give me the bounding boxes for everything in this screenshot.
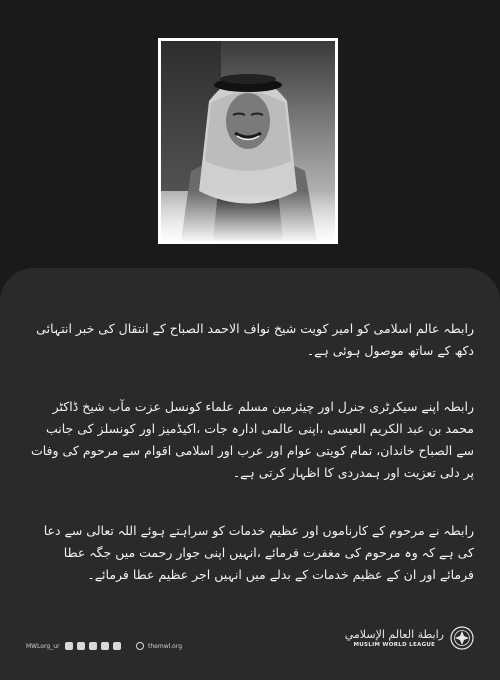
emblem-icon <box>450 626 474 650</box>
organization-logo <box>345 626 474 650</box>
paragraph-prayer: رابطہ نے مرحوم کے کارناموں اور عظیم خدمات کو سراہتے ہوئے اللہ تعالی سے دعا کی ہے کہ وہ مرحوم کی مغفرت فرمائے ،انہیں اپنی جوار رحمت میں جگہ عطا فرمائے اور ان کے عظیم خدمات کے بدلے میں انہیں اجر عظیم عطا فرمائے۔ <box>43 523 474 582</box>
portrait-photo-frame <box>158 38 338 244</box>
globe-icon <box>136 642 144 650</box>
instagram-icon[interactable] <box>77 642 85 650</box>
logo-arabic-text: رابطة العالم الإسلامي <box>344 628 444 641</box>
paragraph-condolences: رابطہ اپنے سیکرٹری جنرل اور چیئرمین مسلم علماء کونسل عزت مآب شیخ ڈاکٹر محمد بن عبد الکریم العیسی ،اپنی عالمی ادارہ جات ،اکیڈمیز اور کونسلز کی جانب سے الصباح خاندان، تمام کویتی عوام اور عرب اور اسلامی اقوام سے مرحوم کی وفات پر دلی تعزیت اور ہمدردی کا اظہار کرتی ہے۔ <box>30 399 474 480</box>
portrait-photo <box>161 41 335 241</box>
website-text: themwl.org <box>148 642 183 650</box>
x-icon[interactable] <box>65 642 73 650</box>
paragraph-announcement: رابطہ عالم اسلامی کو امیر کویت شیخ نواف الاحمد الصباح کے انتقال کی خبر انتہائی دکھ کے ساتھ موصول ہوئی ہے۔ <box>36 321 474 358</box>
facebook-icon[interactable] <box>89 642 97 650</box>
telegram-icon[interactable] <box>113 642 121 650</box>
youtube-icon[interactable] <box>101 642 109 650</box>
website-link[interactable] <box>136 640 182 652</box>
social-handle: MWLorg_ur <box>26 642 60 650</box>
logo-english-text: MUSLIM WORLD LEAGUE <box>353 642 436 648</box>
social-links <box>26 640 121 652</box>
